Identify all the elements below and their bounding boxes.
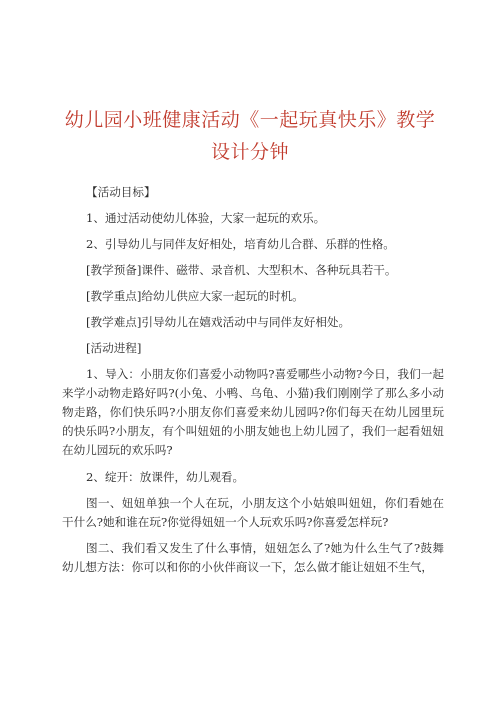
section-heading-goals: 【活动目标】 [86,185,156,199]
document-body [62,183,444,584]
teaching-preparation: [教学预备]课件、磁带、录音机、大型积木、各种玩具若干。 [86,263,397,277]
goal-item-1: 1、通过活动使幼儿体验，大家一起玩的欢乐。 [86,211,326,225]
picture-1-paragraph: 图一、妞妞单独一个人在玩，小朋友这个小姑娘叫妞妞，你们看她在干什么?她和谁在玩?你觉得妞妞一个人玩欢乐吗?你喜爱怎样玩? [62,496,444,529]
picture-2-paragraph: 图二、我们看又发生了什么事情，妞妞怎么了?她为什么生气了?鼓舞幼儿想方法：你可以和你的小伙伴商议一下，怎么做才能让妞妞不生气， [62,541,444,574]
teaching-focus: [教学重点]给幼儿供应大家一起玩的时机。 [86,289,304,303]
document-title: 幼儿园小班健康活动《一起玩真快乐》教学设计分钟 [64,109,436,163]
teaching-difficulty: [教学难点]引导幼儿在嬉戏活动中与同伴友好相处。 [86,315,351,329]
section-heading-process: [活动进程] [86,341,142,355]
goal-item-2: 2、引导幼儿与同伴友好相处，培育幼儿合群、乐群的性格。 [86,237,395,251]
process-step-intro: 1、导入：小朋友你们喜爱小动物吗?喜爱哪些小动物?今日，我们一起来学小动物走路好吗?(小兔、小鸭、乌龟、小猫)我们刚刚学了那么多小动物走路，你们快乐吗?小朋友你们喜爱来幼儿园吗?你们每天在幼儿园里玩的快乐吗?小朋友，有个叫妞妞的小朋友她也上幼儿园了，我们一起看妞妞在幼儿园玩的欢乐吗? [62,367,444,457]
process-step-expand: 2、绽开：放课件，幼儿观看。 [86,470,245,484]
